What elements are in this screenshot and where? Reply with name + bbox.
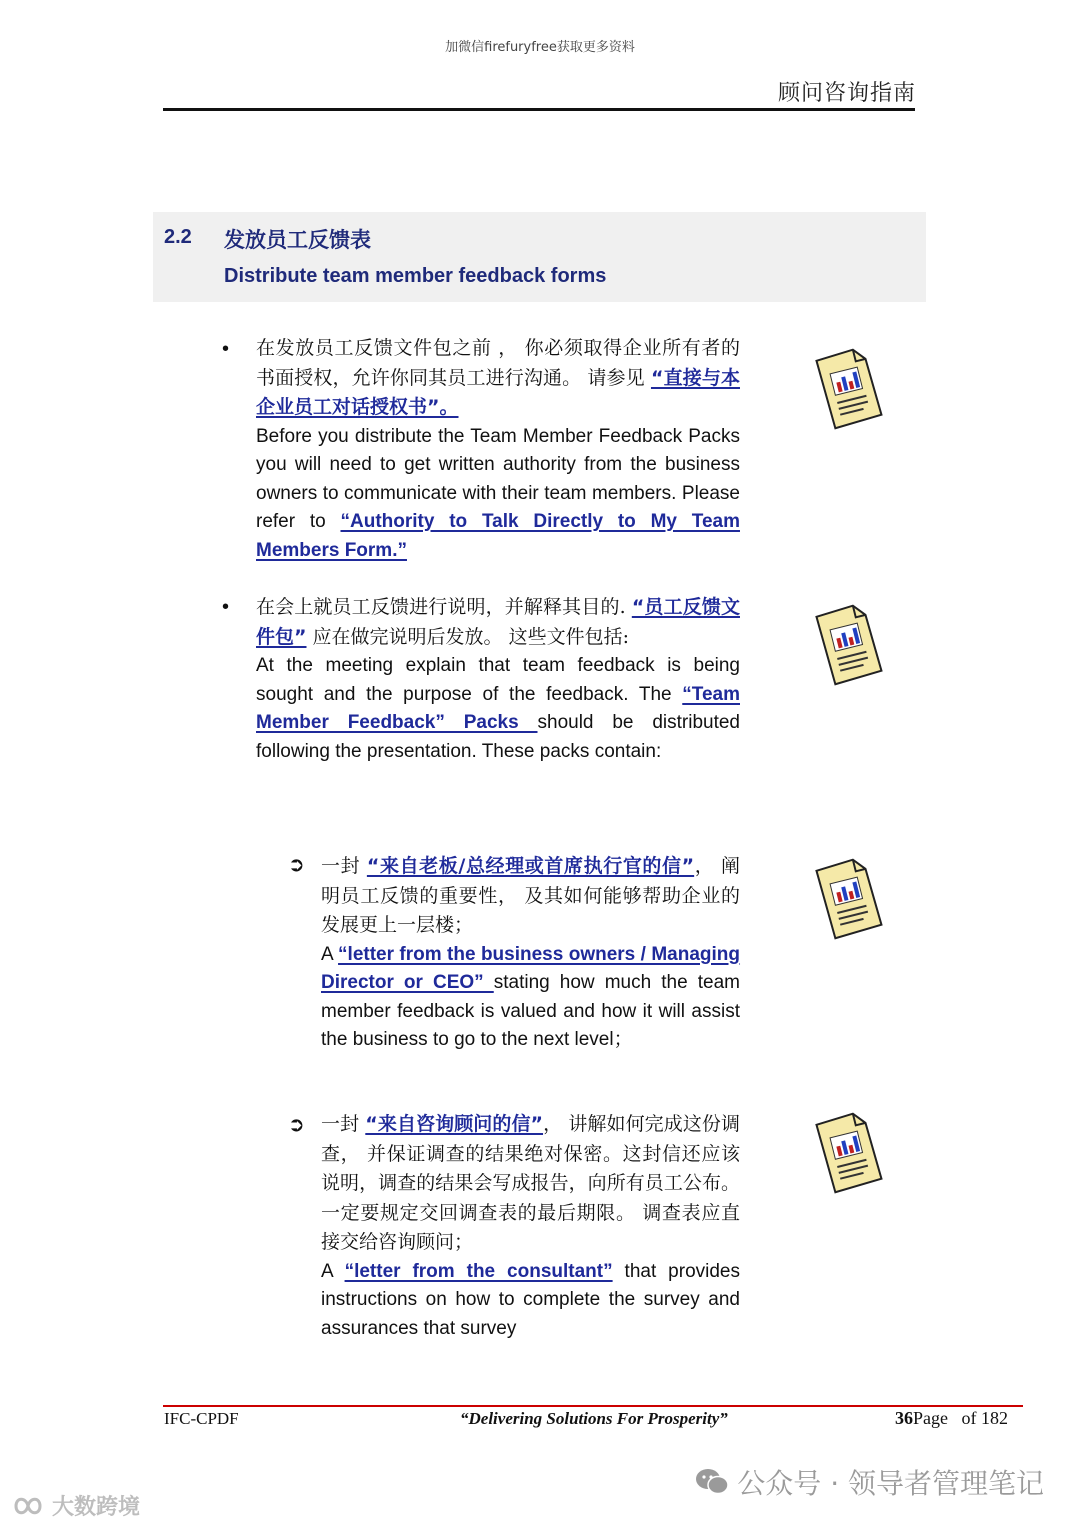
- page-label: Page: [913, 1408, 948, 1428]
- item-text-cn: 一封: [321, 855, 367, 877]
- wechat-watermark: [695, 1462, 1044, 1502]
- item-text-cn: 在发放员工反馈文件包之前 ， 你必须取得企业所有者的书面授权，允许你同其员工进行沟通。 请参见: [256, 337, 740, 389]
- footer-doc-code: IFC-CPDF: [164, 1409, 239, 1428]
- footer-slogan: “Delivering Solutions For Prosperity”: [460, 1409, 728, 1428]
- item-text-en: Before you distribute the Team Member Feedback Packs you will need to get written authority from the business owners to communicate with their team members. Please refer to: [256, 425, 740, 532]
- pack-link-en[interactable]: “Team Member Feedback” Packs: [256, 683, 740, 733]
- item-text-cn: ， 阐明员工反馈的重要性， 及其如何能够帮助企业的发展更上一层楼；: [321, 855, 741, 936]
- owner-letter-link-en[interactable]: “letter from the business owners / Managing Director or CEO”: [321, 943, 741, 993]
- item-text-en: A: [321, 943, 339, 965]
- document-chart-icon[interactable]: [812, 1110, 884, 1194]
- list-item: [256, 593, 740, 766]
- list-item: [256, 334, 740, 565]
- arrow-bullet-icon: ➲: [288, 852, 305, 876]
- document-chart-icon[interactable]: [812, 346, 884, 430]
- form-link-cn[interactable]: “直接与本企业员工对话授权书”。: [256, 366, 740, 418]
- section-title-en: Distribute team member feedback forms: [224, 265, 607, 287]
- page-number: 36: [895, 1408, 913, 1428]
- top-watermark: 加微信firefuryfree获取更多资料: [445, 40, 635, 55]
- wechat-account-name: 公众号 · 领导者管理笔记: [737, 1467, 1044, 1500]
- list-item: [321, 1110, 740, 1343]
- section-number: 2.2: [164, 226, 192, 248]
- brand-watermark: [8, 1490, 140, 1521]
- bullet-marker: •: [222, 596, 230, 618]
- document-chart-icon[interactable]: [812, 856, 884, 940]
- footer-rule: [163, 1405, 1023, 1407]
- header-rule: [163, 108, 915, 111]
- owner-letter-link-cn[interactable]: “来自老板/总经理或首席执行官的信”: [366, 855, 695, 877]
- document-chart-icon[interactable]: [812, 602, 884, 686]
- item-text-en: that provides instructions on how to complete the survey and assurances that survey: [321, 1260, 740, 1339]
- footer-page-number: [895, 1408, 1008, 1429]
- item-text-en: should be distributed following the presentation. These packs contain:: [256, 712, 740, 762]
- item-text-cn: 应在做完说明后发放。 这些文件包括:: [306, 625, 629, 648]
- item-text-cn: 在会上就员工反馈进行说明，并解释其目的.: [256, 596, 632, 618]
- item-text-en: A: [321, 1260, 345, 1282]
- bullet-marker: •: [222, 338, 230, 360]
- section-title-cn: 发放员工反馈表: [224, 228, 371, 252]
- consultant-letter-link-en[interactable]: “letter from the consultant”: [344, 1260, 613, 1282]
- item-text-cn: 一封: [321, 1113, 366, 1135]
- wechat-icon: [695, 1467, 729, 1497]
- brand-name: 大数跨境: [52, 1495, 141, 1520]
- form-link-en[interactable]: “Authority to Talk Directly to My Team Members Form.”: [256, 511, 740, 561]
- consultant-letter-link-cn[interactable]: “来自咨询顾问的信”: [365, 1113, 544, 1135]
- item-text-cn: ， 讲解如何完成这份调查， 并保证调查的结果绝对保密。这封信还应该说明，调查的结果会写成报告，向所有员工公布。 一定要规定交回调查表的最后期限。 调查表应直接交给咨询顾问；: [321, 1113, 740, 1253]
- arrow-bullet-icon: ➲: [288, 1112, 305, 1136]
- infinity-logo-icon: [8, 1493, 48, 1519]
- list-item: [321, 852, 740, 1055]
- page-total: of 182: [961, 1408, 1008, 1428]
- pack-link-cn[interactable]: “员工反馈文件包”: [256, 596, 740, 648]
- item-text-en: stating how much the team member feedback is valued and how it will assist the business to go to the next level；: [321, 972, 740, 1050]
- header-title: 顾问咨询指南: [777, 81, 916, 106]
- item-text-en: At the meeting explain that team feedback is being sought and the purpose of the feedback. The: [256, 655, 740, 705]
